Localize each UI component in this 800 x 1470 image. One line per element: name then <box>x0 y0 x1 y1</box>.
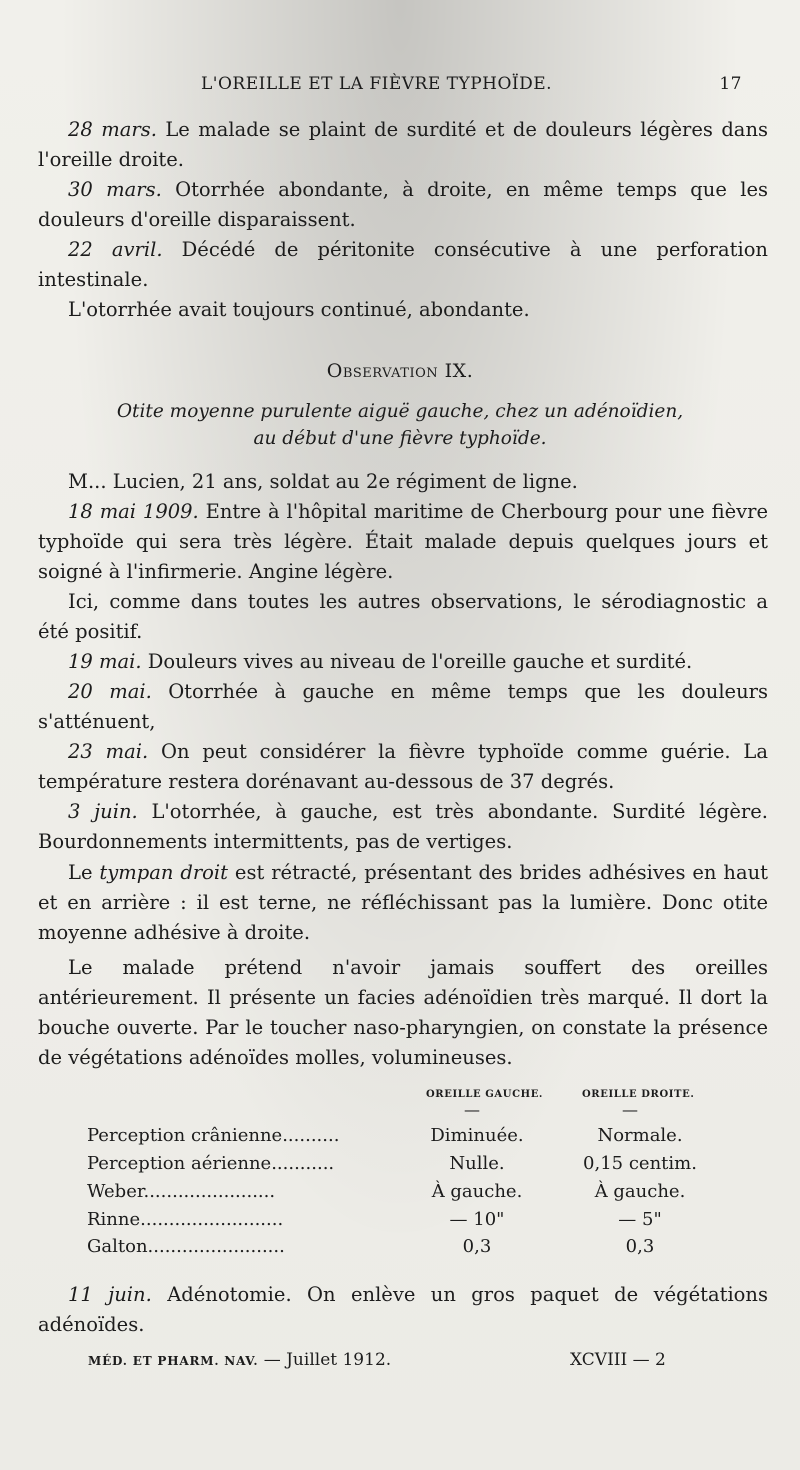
row-right-value: 0,3 <box>625 1236 655 1257</box>
row-left-value: 0,3 <box>462 1236 492 1257</box>
table-dash-left: — <box>464 1100 480 1119</box>
entry-date: 19 mai. <box>68 650 142 673</box>
row-label: Perception crânienne.......... <box>87 1125 340 1146</box>
entry-date: 23 mai. <box>68 740 149 763</box>
row-right-value: Normale. <box>597 1125 683 1146</box>
table-row <box>87 1181 787 1209</box>
entry-text: Douleurs vives au niveau de l'oreille gauche et surdité. <box>141 650 693 673</box>
row-left-value: Nulle. <box>449 1153 505 1174</box>
entry-date: 11 juin. <box>68 1283 152 1306</box>
table-header-right: OREILLE DROITE. <box>582 1089 695 1100</box>
entry-text: Entre à l'hôpital maritime de Cherbourg pour une fièvre typhoïde qui sera très légère. Était malade depuis quelques jours et soigné à l'infirmerie. Angine légère. <box>38 500 768 583</box>
table-row <box>87 1125 787 1153</box>
entry-11-juin <box>38 1280 768 1340</box>
entry-text: Otorrhée à gauche en même temps que les douleurs s'atténuent, <box>38 680 768 733</box>
footer-date: — Juillet 1912. <box>258 1350 392 1370</box>
entry-date: 22 avril. <box>68 238 163 261</box>
entry-text: Le malade se plaint de surdité et de douleurs légères dans l'oreille droite. <box>38 118 769 171</box>
running-header <box>36 74 742 102</box>
serodiagnostic-para <box>38 587 768 647</box>
tympan-pre: Le <box>68 861 100 884</box>
row-label: Weber....................... <box>87 1181 276 1202</box>
row-label: Galton........................ <box>87 1236 285 1257</box>
entry-text: Ici, comme dans toutes les autres observations, le sérodiagnostic a été positif. <box>38 590 768 643</box>
row-label: Perception aérienne........... <box>87 1153 335 1174</box>
entry-text: Décédé de péritonite consécutive à une perforation intestinale. <box>38 238 768 291</box>
otorrhee-continued <box>38 295 768 325</box>
entry-text: On peut considérer la fièvre typhoïde comme guérie. La température restera dorénavant au-dessous de 37 degrés. <box>38 740 768 793</box>
row-right-value: À gauche. <box>594 1181 686 1202</box>
footer-journal <box>88 1350 391 1370</box>
row-left-value: — 10" <box>449 1209 505 1230</box>
table-row <box>87 1209 787 1237</box>
row-right-value: — 5" <box>618 1209 662 1230</box>
table-header-left: OREILLE GAUCHE. <box>426 1089 544 1100</box>
table-dash-right: — <box>622 1100 638 1119</box>
entry-text: Otorrhée abondante, à droite, en même temps que les douleurs d'oreille disparaissent. <box>38 178 768 231</box>
entry-date: 18 mai 1909. <box>68 500 199 523</box>
entry-date: 3 juin. <box>68 800 138 823</box>
entry-30-mars <box>38 175 768 235</box>
entry-23-mai <box>38 737 768 797</box>
page-footer <box>88 1350 688 1380</box>
page-number: 17 <box>719 74 742 94</box>
entry-text: L'otorrhée, à gauche, est très abondante. Surdité légère. Bourdonnements intermittents, pas de vertiges. <box>38 800 768 853</box>
entry-22-avril <box>38 235 768 295</box>
tympan-para <box>38 858 768 948</box>
entry-19-mai <box>38 647 768 677</box>
row-right-value: 0,15 centim. <box>583 1153 697 1174</box>
adenoid-para: Le malade prétend n'avoir jamais souffert des oreilles antérieurement. Il présente un facies adénoïdien très marqué. Il dort la bouche ouverte. Par le toucher naso-pharyngien, on constate la présence de végétations adénoïdes molles, volumineuses. <box>38 956 768 1069</box>
footer-journal-caps: MÉD. ET PHARM. NAV. <box>88 1354 259 1368</box>
table-row <box>87 1153 787 1181</box>
entry-28-mars <box>38 115 768 175</box>
table-row <box>87 1236 787 1264</box>
entry-18-mai <box>38 497 768 587</box>
entry-text: L'otorrhée avait toujours continué, abondante. <box>68 298 530 321</box>
running-title: L'OREILLE ET LA FIÈVRE TYPHOÏDE. <box>201 74 553 94</box>
row-left-value: Diminuée. <box>430 1125 524 1146</box>
entry-3-juin <box>38 797 768 857</box>
patient-line: M... Lucien, 21 ans, soldat au 2e régiment de ligne. <box>68 470 578 493</box>
entry-20-mai <box>38 677 768 737</box>
entry-date: 28 mars. <box>68 118 157 141</box>
entry-date: 20 mai. <box>68 680 152 703</box>
row-left-value: À gauche. <box>431 1181 523 1202</box>
observation-title: Observation IX. <box>326 360 474 382</box>
entry-text: Adénotomie. On enlève un gros paquet de végétations adénoïdes. <box>38 1283 768 1336</box>
footer-signature: XCVIII — 2 <box>570 1350 666 1370</box>
entry-date: 30 mars. <box>68 178 162 201</box>
row-label: Rinne......................... <box>87 1209 284 1230</box>
observation-subtitle-2: au début d'une fièvre typhoïde. <box>253 428 547 449</box>
tympan-italic: tympan droit <box>99 861 228 884</box>
tympan-post: est rétracté, présentant des brides adhésives en haut et en arrière : il est terne, ne réfléchissant pas la lumière. Donc otite moyenne adhésive à droite. <box>38 861 768 944</box>
observation-subtitle-1: Otite moyenne purulente aiguë gauche, chez un adénoïdien, <box>116 401 684 422</box>
